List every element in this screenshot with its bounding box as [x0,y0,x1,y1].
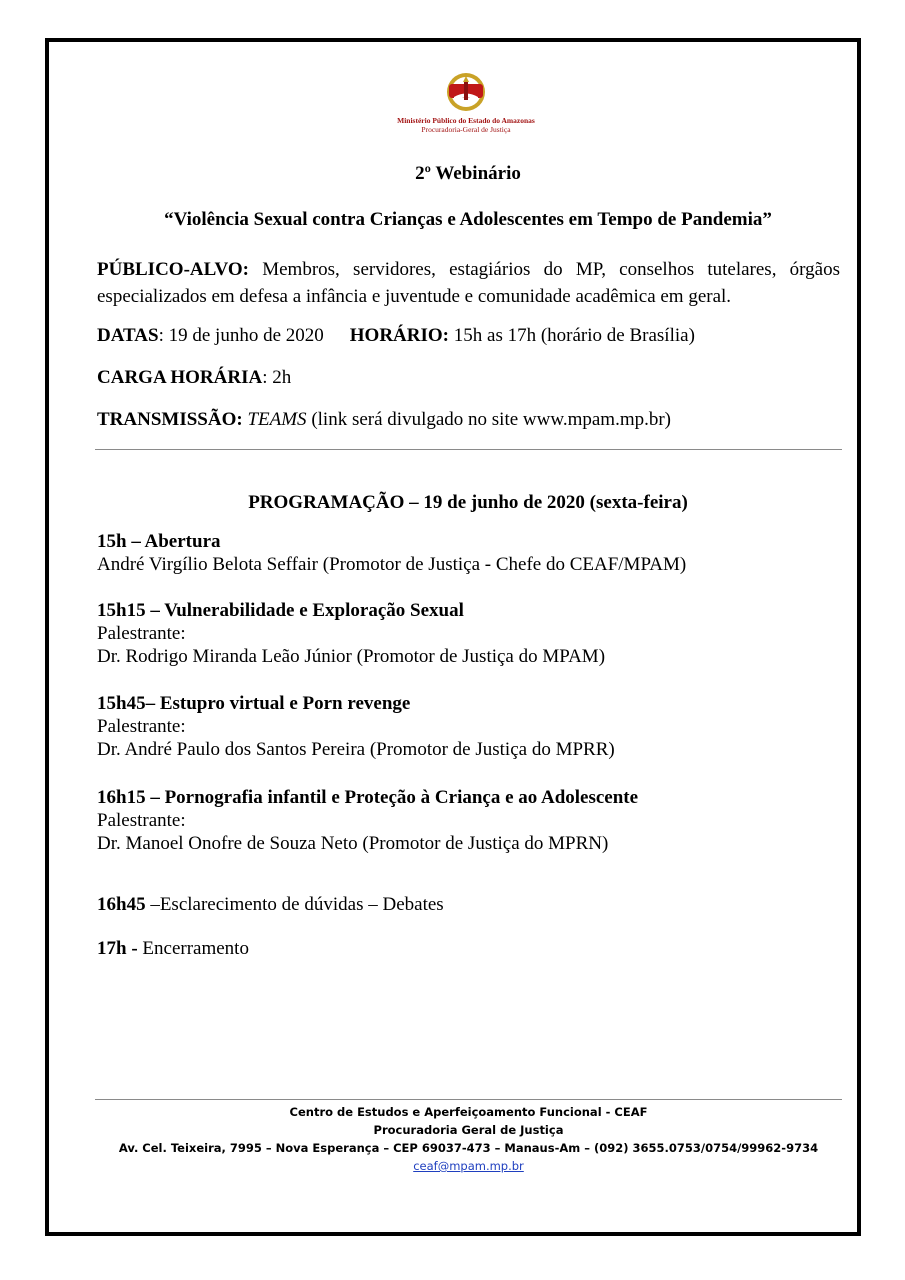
program-item-title: 15h15 – Vulnerabilidade e Exploração Sexual [97,600,464,621]
footer-office-name: Procuradoria Geral de Justiça [373,1123,564,1137]
program-item-line: Palestrante: [97,810,186,831]
program-item-line: André Virgílio Belota Seffair (Promotor de Justiça - Chefe do CEAF/MPAM) [97,554,687,575]
workload-line [97,366,291,390]
broadcast-line [97,408,671,432]
program-item-line: Palestrante: [97,623,186,644]
audience-paragraph [97,256,840,310]
broadcast-text: (link será divulgado no site www.mpam.mp.br) [306,409,672,430]
broadcast-label: TRANSMISSÃO: [97,409,243,430]
footer-address: Av. Cel. Teixeira, 7995 – Nova Esperança – CEP 69037-473 – Manaus-Am – (092) 3655.0753/0754/99962-9734 [118,1141,819,1155]
event-title: “Violência Sexual contra Crianças e Adolescentes em Tempo de Pandemia” [164,209,772,230]
closing-text: Encerramento [137,938,249,959]
debate-line [97,893,444,917]
debate-time: 16h45 [97,894,146,915]
workload-label: CARGA HORÁRIA [97,367,263,388]
edition-title: 2º Webinário [415,163,521,184]
program-item-line: Dr. Manoel Onofre de Souza Neto (Promotor de Justiça do MPRN) [97,833,609,854]
program-item-line: Palestrante: [97,716,186,737]
footer-divider [95,1099,842,1100]
program-item-line: Dr. Rodrigo Miranda Leão Júnior (Promotor de Justiça do MPAM) [97,646,606,667]
program-item-title: 15h45– Estupro virtual e Porn revenge [97,693,411,714]
dates-line [97,324,695,348]
closing-line [97,937,249,961]
footer-center-name: Centro de Estudos e Aperfeiçoamento Funcional - CEAF [289,1105,648,1119]
dates-value: : 19 de junho de 2020 [158,325,324,346]
footer [96,1103,841,1175]
program-item-title: 16h15 – Pornografia infantil e Proteção à Criança e ao Adolescente [97,787,639,808]
time-label: HORÁRIO: [349,325,450,346]
broadcast-platform: TEAMS [247,409,307,430]
audience-label: PÚBLICO-ALVO: [97,259,249,280]
mpam-logo [396,70,536,134]
closing-time: 17h - [97,938,138,959]
program-item-title: 15h – Abertura [97,531,221,552]
mpam-emblem-icon [440,70,492,114]
section-divider [95,449,842,450]
org-name: Ministério Público do Estado do Amazonas [397,116,535,125]
program-item-line: Dr. André Paulo dos Santos Pereira (Promotor de Justiça do MPRR) [97,739,615,760]
time-value: 15h as 17h (horário de Brasília) [449,325,695,346]
workload-value: : 2h [262,367,292,388]
footer-email-link[interactable]: ceaf@mpam.mp.br [413,1159,524,1173]
org-subname: Procuradoria-Geral de Justiça [421,125,511,134]
program-heading: PROGRAMAÇÃO – 19 de junho de 2020 (sexta-feira) [248,492,688,513]
audience-text: Membros, servidores, estagiários do MP, conselhos tutelares, órgãos especializados em defesa a infância e juventude e comunidade acadêmica em geral. [97,259,840,307]
debate-text: –Esclarecimento de dúvidas – Debates [145,894,444,915]
dates-label: DATAS [97,325,159,346]
